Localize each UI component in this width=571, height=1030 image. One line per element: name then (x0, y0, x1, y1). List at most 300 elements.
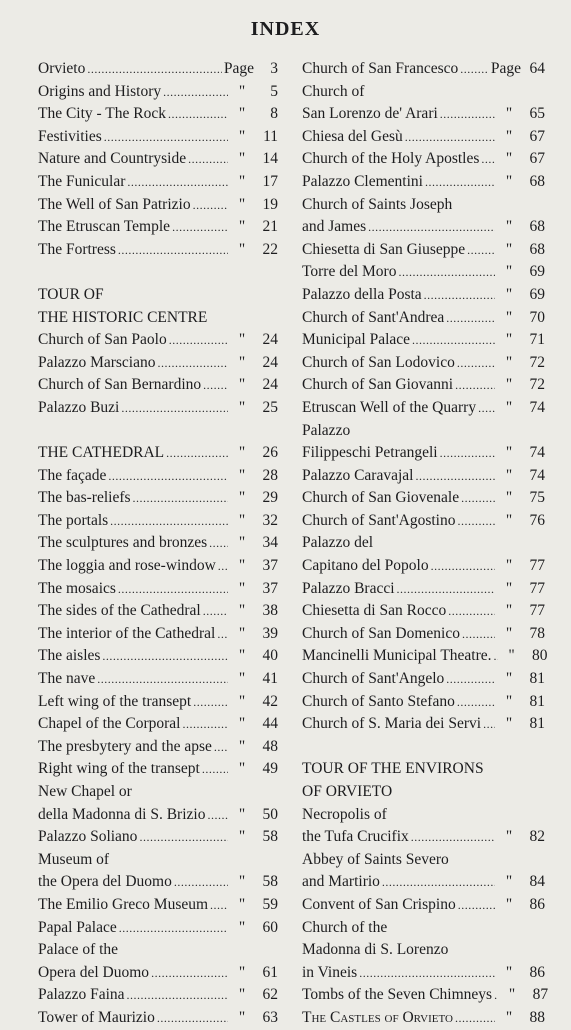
page-number: 74 (529, 466, 545, 484)
index-entry (38, 962, 278, 985)
index-entry (38, 781, 278, 804)
dot-leader (169, 329, 228, 352)
entry-title: Church of San Francesco (302, 60, 459, 77)
page-marker: " (505, 444, 513, 462)
entry-title: Palazzo del (302, 534, 374, 552)
page-number: 88 (529, 1008, 545, 1026)
page-marker: " (238, 805, 246, 823)
index-entry (302, 645, 548, 668)
entry-title: Church of San Lodovico (302, 353, 455, 371)
entry-title: Papal Palace (38, 918, 117, 936)
entry-title: Origins and History (38, 82, 162, 100)
page-marker: " (505, 331, 513, 349)
entry-title: Capitano del Popolo (302, 557, 429, 575)
entry-title: Mancinelli Municipal Theatre. (302, 647, 492, 665)
page-marker: " (505, 105, 513, 123)
dot-leader (207, 804, 228, 827)
dot-leader (460, 58, 489, 81)
index-entry (38, 465, 278, 488)
page-marker: " (238, 376, 246, 394)
page-number: 81 (529, 670, 545, 688)
page-number: 58 (262, 828, 278, 846)
entry-title: OF ORVIETO (302, 783, 393, 800)
page-number: 61 (262, 963, 278, 981)
page-marker: " (238, 624, 246, 642)
page-marker: " (505, 285, 513, 303)
entry-title: Festivities (38, 127, 102, 145)
page-marker: " (238, 918, 246, 936)
index-entry (302, 284, 545, 307)
dot-leader (397, 578, 495, 601)
index-entry (302, 578, 545, 601)
entry-title: The nave (38, 670, 96, 688)
index-entry (302, 307, 545, 330)
page-number: 81 (529, 715, 545, 733)
page-number: 68 (529, 240, 545, 258)
entry-title: TOUR OF THE ENVIRONS (302, 760, 484, 778)
index-entry (38, 758, 278, 781)
index-entry (302, 917, 545, 940)
page-marker: " (238, 828, 246, 846)
index-entry (302, 194, 545, 217)
entry-title: Chiesa del Gesù (302, 127, 403, 145)
page-number: 3 (270, 60, 278, 77)
index-entry (38, 668, 278, 691)
page-number: 42 (262, 692, 278, 710)
index-entry (38, 645, 278, 668)
page-marker: " (505, 602, 513, 620)
page-marker: " (505, 263, 513, 281)
page-number: 81 (529, 692, 545, 710)
entry-title: Palazzo Bracci (302, 579, 395, 597)
dot-leader (203, 600, 228, 623)
index-entry (302, 126, 545, 149)
dot-leader (461, 487, 495, 510)
index-entry (302, 962, 545, 985)
page-marker: " (508, 647, 515, 665)
index-entry (38, 171, 278, 194)
page-number: 39 (262, 624, 278, 642)
page-marker: Page (223, 60, 254, 77)
entry-title: Church of Saints Joseph (302, 195, 453, 213)
dot-leader (102, 645, 228, 668)
page-marker: " (238, 127, 246, 145)
page-marker: " (238, 398, 246, 416)
index-entry (38, 194, 278, 217)
dot-leader (121, 397, 228, 420)
entry-title: The Well of San Patrizio (38, 195, 191, 213)
dot-leader (87, 58, 222, 81)
entry-title: Opera del Duomo (38, 963, 150, 981)
index-entry (302, 691, 545, 714)
entry-title: The sculptures and bronzes (38, 534, 208, 552)
dot-leader (382, 871, 495, 894)
page-number: 71 (529, 331, 545, 349)
dot-leader (368, 216, 495, 239)
dot-leader (405, 126, 495, 149)
page-number: 50 (262, 805, 278, 823)
entry-title: The Funicular (38, 172, 126, 190)
page-number: 62 (262, 986, 278, 1004)
index-entry (302, 239, 545, 262)
entry-title: The portals (38, 511, 109, 529)
index-entry (302, 397, 545, 420)
page-marker: " (238, 760, 246, 778)
page-marker: " (505, 489, 513, 507)
index-entry (38, 216, 278, 239)
page-number: 80 (532, 647, 548, 665)
index-entry (38, 623, 278, 646)
entry-title: and Martirio (302, 873, 380, 891)
page-number: 72 (529, 353, 545, 371)
dot-leader (104, 126, 228, 149)
page-marker: " (505, 828, 513, 846)
dot-leader (411, 826, 495, 849)
section-spacer (302, 736, 545, 759)
entry-title: The City - The Rock (38, 105, 166, 123)
entry-title: The aisles (38, 647, 101, 665)
page-marker: " (505, 218, 513, 236)
index-entry (38, 871, 278, 894)
page-marker: " (505, 670, 513, 688)
index-entry (302, 216, 545, 239)
page-number: 63 (262, 1008, 278, 1026)
dot-leader (425, 171, 495, 194)
index-entry (38, 442, 278, 465)
page-marker: " (238, 557, 246, 575)
page-marker: " (238, 444, 246, 462)
dot-leader (412, 329, 495, 352)
index-entry (38, 532, 278, 555)
entry-title: The mosaics (38, 579, 116, 597)
dot-leader (424, 284, 495, 307)
page-marker: " (238, 670, 246, 688)
entry-title: Chiesetta di San Giuseppe (302, 240, 466, 258)
page-number: 32 (262, 511, 278, 529)
dot-leader (193, 691, 228, 714)
index-entry (38, 487, 278, 510)
entry-title: The interior of the Cathedral (38, 624, 216, 642)
page-marker: " (505, 511, 513, 529)
dot-leader (455, 374, 495, 397)
page-number: 17 (262, 172, 278, 190)
dot-leader (483, 713, 495, 736)
page-marker: " (505, 353, 513, 371)
entry-title: THE CATHEDRAL (38, 444, 165, 462)
dot-leader (455, 1007, 495, 1030)
dot-leader (457, 352, 495, 375)
dot-leader (110, 510, 228, 533)
dot-leader (494, 984, 498, 1007)
entry-title: TOUR OF (38, 285, 104, 303)
dot-leader (151, 962, 228, 985)
entry-title: in Vineis (302, 963, 358, 981)
page-number: 48 (262, 737, 278, 755)
dot-leader (133, 487, 228, 510)
entry-title: The Emilio Greco Museum (38, 895, 209, 913)
index-entry (38, 939, 278, 962)
dot-leader (118, 578, 228, 601)
dot-leader (467, 239, 495, 262)
entry-title: Palazzo Faina (38, 986, 125, 1004)
index-entry (38, 713, 278, 736)
page-marker: " (238, 331, 246, 349)
entry-title: Palazzo (302, 421, 351, 439)
index-entry (302, 329, 545, 352)
index-entry (302, 1007, 545, 1030)
dot-leader (415, 465, 495, 488)
page-number: 74 (529, 444, 545, 462)
entry-title: Abbey of Saints Severo (302, 850, 449, 868)
entry-title: Palace of the (38, 941, 119, 959)
page-number: 86 (529, 895, 545, 913)
dot-leader (182, 713, 228, 736)
page-number: 41 (262, 670, 278, 688)
dot-leader (166, 442, 228, 465)
page-number: 24 (262, 331, 278, 349)
page-marker: " (238, 82, 246, 100)
index-entry (302, 532, 545, 555)
page-marker: " (238, 172, 246, 190)
entry-title: Necropolis of (302, 805, 387, 823)
index-right-column (302, 58, 549, 1030)
page-number: 65 (529, 105, 545, 123)
entry-title: Municipal Palace (302, 331, 411, 349)
index-entry (38, 103, 278, 126)
page-marker: " (505, 692, 513, 710)
page-number: 78 (529, 624, 545, 642)
page-title: INDEX (250, 18, 321, 40)
page-marker: " (238, 353, 246, 371)
dot-leader (203, 374, 228, 397)
dot-leader (139, 826, 228, 849)
page-number: 5 (270, 82, 278, 100)
dot-leader (108, 465, 228, 488)
dot-leader (457, 691, 495, 714)
index-entry (38, 600, 278, 623)
index-entry (302, 510, 545, 533)
entry-title: The Castles of Orvieto (302, 1008, 453, 1026)
index-entry (38, 804, 278, 827)
page-number: 67 (529, 127, 545, 145)
entry-title: Tombs of the Seven Chimneys (302, 986, 493, 1004)
entry-title: Palazzo della Posta (302, 285, 422, 303)
page-number: 24 (262, 353, 278, 371)
entry-title: The presbytery and the apse (38, 737, 212, 755)
page-number: 59 (262, 895, 278, 913)
page-marker: " (505, 466, 513, 484)
index-entry (38, 239, 278, 262)
page-marker: " (238, 240, 246, 258)
page-number: 34 (262, 534, 278, 552)
dot-leader (448, 600, 495, 623)
page-marker: " (505, 150, 513, 168)
entry-title: Chapel of the Corporal (38, 715, 181, 733)
page-marker: " (238, 466, 246, 484)
dot-leader (188, 148, 228, 171)
page-number: 77 (529, 557, 545, 575)
page-marker: " (505, 579, 513, 597)
index-entry (38, 894, 278, 917)
index-entry (302, 939, 545, 962)
entry-title: Palazzo Caravajal (302, 466, 414, 484)
page-marker: " (238, 895, 246, 913)
page-marker: " (238, 579, 246, 597)
dot-leader (202, 758, 228, 781)
page-marker: " (505, 308, 513, 326)
page-marker: " (505, 127, 513, 145)
dot-leader (214, 736, 228, 759)
entry-title: Madonna di S. Lorenzo (302, 941, 449, 959)
entry-title: Convent of San Crispino (302, 895, 456, 913)
index-entry (38, 510, 278, 533)
index-entry (302, 420, 545, 443)
entry-title: Palazzo Soliano (38, 828, 138, 846)
entry-title: the Tufa Crucifix (302, 828, 409, 846)
index-entry (38, 578, 278, 601)
entry-title: Museum of (38, 850, 110, 868)
index-entry (38, 555, 278, 578)
dot-leader (210, 894, 228, 917)
page-number: 14 (262, 150, 278, 168)
page-number: 26 (262, 444, 278, 462)
index-entry (302, 261, 545, 284)
index-entry (302, 465, 545, 488)
dot-leader (118, 239, 228, 262)
dot-leader (478, 397, 495, 420)
page-marker: " (238, 150, 246, 168)
page-number: 82 (529, 828, 545, 846)
entry-title: Nature and Countryside (38, 150, 187, 168)
index-entry (302, 804, 545, 827)
page-number: 37 (262, 557, 278, 575)
dot-leader (446, 307, 495, 330)
page-marker: " (238, 692, 246, 710)
page-number: 38 (262, 602, 278, 620)
page-marker: " (505, 895, 513, 913)
entry-title: Church of Sant'Agostino (302, 511, 456, 529)
index-left-column (38, 58, 278, 1030)
page-number: 60 (262, 918, 278, 936)
dot-leader (494, 645, 498, 668)
section-spacer (38, 420, 278, 443)
dot-leader (217, 623, 228, 646)
index-entry (38, 849, 278, 872)
index-entry (302, 849, 545, 872)
page-marker: " (238, 105, 246, 123)
entry-title: The Etruscan Temple (38, 218, 171, 236)
page-number: 75 (529, 489, 545, 507)
index-entry (38, 307, 278, 330)
page-marker: " (238, 873, 246, 891)
index-entry (302, 871, 545, 894)
index-entry (38, 58, 278, 81)
index-entry (302, 984, 549, 1007)
entry-title: and James (302, 218, 367, 236)
page-marker: " (505, 963, 513, 981)
entry-title: Etruscan Well of the Quarry (302, 398, 477, 416)
page-marker: " (505, 240, 513, 258)
entry-title: Church of Santo Stefano (302, 692, 455, 710)
entry-title: The bas-reliefs (38, 489, 131, 507)
page-number: 29 (262, 489, 278, 507)
entry-title: Right wing of the transept (38, 760, 200, 778)
index-entry (38, 1007, 278, 1030)
entry-title: Tower of Maurizio (38, 1008, 155, 1026)
page-marker: " (505, 398, 513, 416)
dot-leader (168, 103, 228, 126)
page-number: 84 (529, 873, 545, 891)
page-marker: " (238, 963, 246, 981)
page-number: 69 (529, 285, 545, 303)
entry-title: Church of San Bernardino (38, 376, 202, 394)
page-number: 49 (262, 760, 278, 778)
dot-leader (209, 532, 228, 555)
entry-title: The Fortress (38, 240, 116, 258)
page-number: 67 (529, 150, 545, 168)
index-entry (38, 352, 278, 375)
entry-title: Palazzo Buzi (38, 398, 120, 416)
page-number: 22 (262, 240, 278, 258)
entry-title: Church of San Giovenale (302, 489, 460, 507)
entry-title: Church of Sant'Angelo (302, 670, 445, 688)
index-entry (302, 600, 545, 623)
index-entry (302, 826, 545, 849)
entry-title: Church of Sant'Andrea (302, 308, 445, 326)
page-number: 87 (532, 986, 549, 1004)
index-entry (302, 374, 545, 397)
index-entry (302, 713, 545, 736)
page-marker: " (238, 737, 246, 755)
entry-title: The loggia and rose-window (38, 557, 216, 575)
page-number: 28 (262, 466, 278, 484)
page-number: 86 (529, 963, 545, 981)
index-entry (38, 736, 278, 759)
index-entry (302, 352, 545, 375)
index-entry (38, 374, 278, 397)
dot-leader (398, 261, 495, 284)
entry-title: Filippeschi Petrangeli (302, 444, 438, 462)
page-marker: " (238, 195, 246, 213)
page-number: 76 (529, 511, 545, 529)
entry-title: Church of S. Maria dei Servi (302, 715, 482, 733)
entry-title: Church of San Paolo (38, 331, 167, 349)
entry-title: Church of the Holy Apostles (302, 150, 480, 168)
index-entry (302, 81, 545, 104)
index-entry (38, 917, 278, 940)
dot-leader (440, 442, 495, 465)
entry-title: San Lorenzo de' Arari (302, 105, 438, 123)
page-number: 68 (529, 218, 545, 236)
page-number: 8 (270, 105, 278, 123)
page-number: 19 (262, 195, 278, 213)
page-marker: " (238, 534, 246, 552)
entry-title: Church of the (302, 918, 388, 936)
index-entry (302, 58, 545, 81)
page-marker: " (238, 1008, 246, 1026)
page-marker: " (505, 557, 513, 575)
index-entry (302, 103, 545, 126)
dot-leader (97, 668, 228, 691)
dot-leader (157, 1007, 228, 1030)
page-number: 40 (262, 647, 278, 665)
entry-title: Left wing of the transept (38, 692, 192, 710)
index-entry (38, 148, 278, 171)
entry-title: Church of San Domenico (302, 624, 460, 642)
page-marker: " (505, 873, 513, 891)
page-marker: " (505, 376, 513, 394)
section-spacer (38, 261, 278, 284)
